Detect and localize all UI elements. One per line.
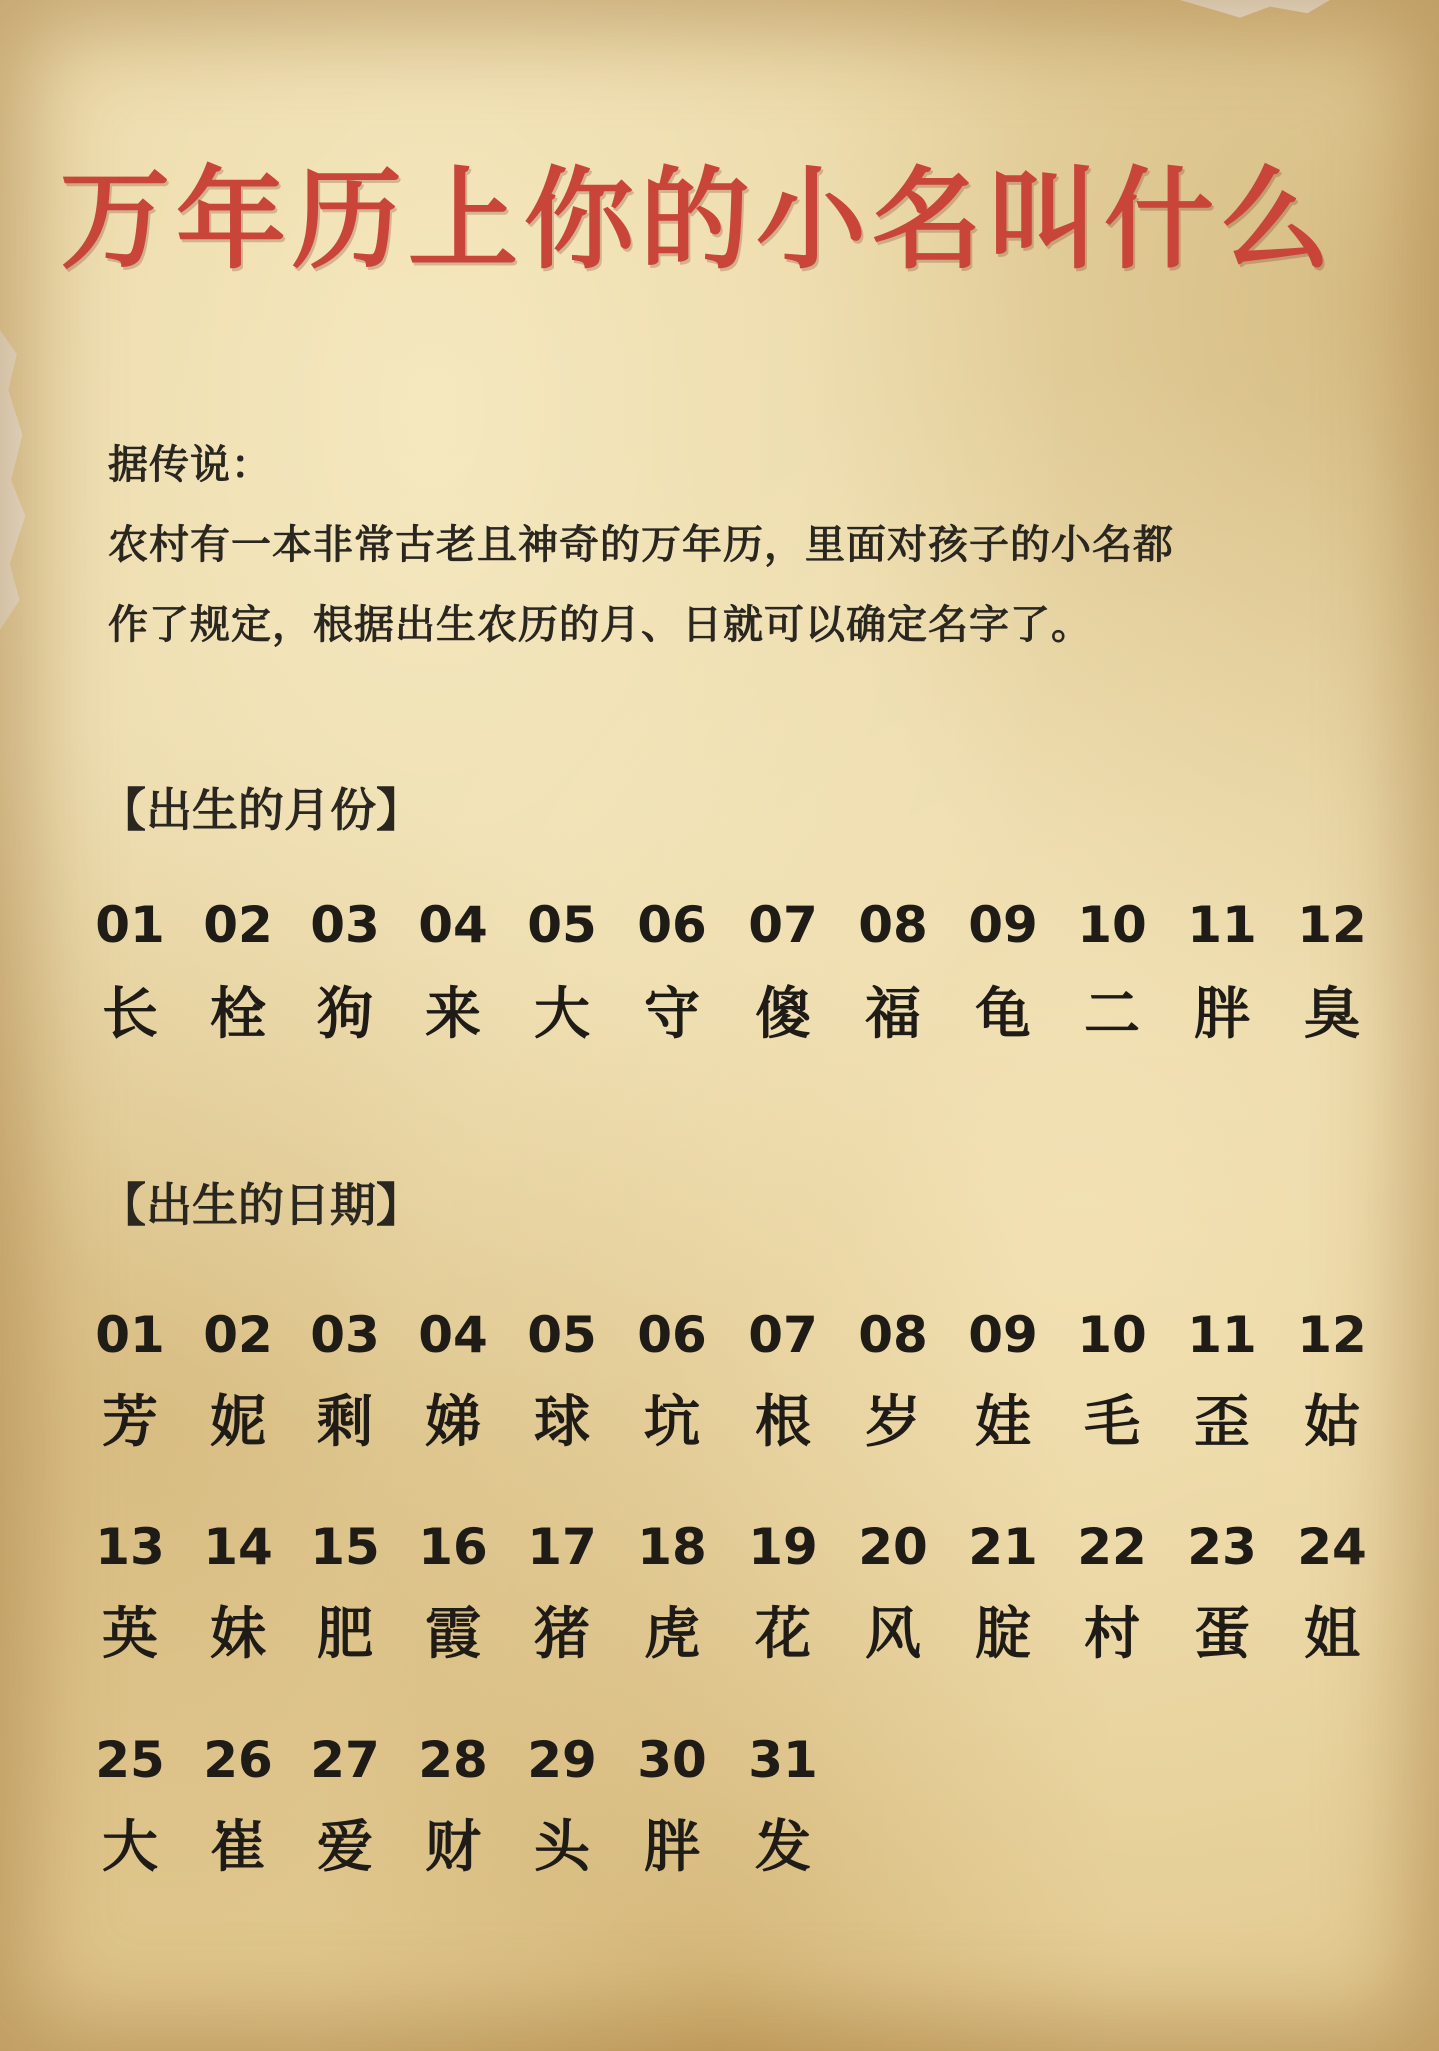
day-name: 娃 — [975, 1390, 1031, 1455]
day-name: 爱 — [317, 1815, 373, 1880]
torn-edge-top — [1180, 0, 1330, 22]
day-name: 霞 — [425, 1602, 481, 1667]
page-title: 万年历上你的小名叫什么 — [60, 156, 1336, 284]
day-name: 姐 — [1304, 1602, 1360, 1667]
month-number: 11 — [1187, 896, 1257, 954]
day-name: 头 — [534, 1815, 590, 1880]
day-number: 28 — [418, 1731, 488, 1789]
day-number: 16 — [418, 1518, 488, 1576]
day-number: 18 — [637, 1518, 707, 1576]
month-name: 二 — [1084, 982, 1140, 1047]
intro-lead: 据传说： — [108, 442, 272, 488]
day-number: 08 — [858, 1306, 928, 1364]
day-number: 25 — [95, 1731, 165, 1789]
day-number: 06 — [637, 1306, 707, 1364]
day-name: 岁 — [865, 1390, 921, 1455]
month-name: 栓 — [210, 982, 266, 1047]
torn-edge-left — [0, 330, 28, 630]
day-name: 坑 — [644, 1390, 700, 1455]
month-name: 龟 — [975, 982, 1031, 1047]
day-name: 大 — [102, 1815, 158, 1880]
month-name: 傻 — [755, 982, 811, 1047]
day-name: 肥 — [317, 1602, 373, 1667]
day-name: 胖 — [644, 1815, 700, 1880]
month-number: 02 — [203, 896, 273, 954]
month-number: 01 — [95, 896, 165, 954]
intro-text — [108, 425, 1368, 665]
day-number: 27 — [310, 1731, 380, 1789]
month-section-label: 【出生的月份】 — [100, 783, 422, 837]
day-number: 10 — [1077, 1306, 1147, 1364]
month-name-row — [0, 980, 1439, 1050]
day-number: 02 — [203, 1306, 273, 1364]
day-name: 村 — [1084, 1602, 1140, 1667]
day-name: 花 — [755, 1602, 811, 1667]
day-name: 剩 — [317, 1390, 373, 1455]
day-number: 26 — [203, 1731, 273, 1789]
month-number: 04 — [418, 896, 488, 954]
day-name: 毛 — [1084, 1390, 1140, 1455]
day-number: 24 — [1297, 1518, 1367, 1576]
day-name: 崔 — [210, 1815, 266, 1880]
day-name: 芳 — [102, 1390, 158, 1455]
intro-line-1: 农村有一本非常古老且神奇的万年历，里面对孩子的小名都 — [108, 522, 1174, 568]
day-name: 猪 — [534, 1602, 590, 1667]
day-number: 07 — [748, 1306, 818, 1364]
day-number: 12 — [1297, 1306, 1367, 1364]
day-number: 03 — [310, 1306, 380, 1364]
day-name: 发 — [755, 1815, 811, 1880]
day-name: 娣 — [425, 1390, 481, 1455]
day-name: 虎 — [644, 1602, 700, 1667]
month-number-row — [0, 890, 1439, 960]
day-name: 根 — [755, 1390, 811, 1455]
day-name-row — [0, 1600, 1439, 1670]
day-number-row — [0, 1512, 1439, 1582]
day-number: 23 — [1187, 1518, 1257, 1576]
day-number: 20 — [858, 1518, 928, 1576]
day-number: 04 — [418, 1306, 488, 1364]
day-name: 球 — [534, 1390, 590, 1455]
day-number-row — [0, 1725, 1439, 1795]
day-number: 14 — [203, 1518, 273, 1576]
day-number: 17 — [527, 1518, 597, 1576]
day-number-row — [0, 1300, 1439, 1370]
intro-line-2: 作了规定，根据出生农历的月、日就可以确定名字了。 — [108, 602, 1092, 648]
day-number: 09 — [968, 1306, 1038, 1364]
day-number: 15 — [310, 1518, 380, 1576]
day-number: 05 — [527, 1306, 597, 1364]
day-name: 姑 — [1304, 1390, 1360, 1455]
month-number: 06 — [637, 896, 707, 954]
day-number: 29 — [527, 1731, 597, 1789]
day-name: 财 — [425, 1815, 481, 1880]
day-name: 妹 — [210, 1602, 266, 1667]
day-number: 22 — [1077, 1518, 1147, 1576]
day-name: 风 — [865, 1602, 921, 1667]
day-number: 13 — [95, 1518, 165, 1576]
month-number: 05 — [527, 896, 597, 954]
day-name: 腚 — [975, 1602, 1031, 1667]
month-name: 狗 — [317, 982, 373, 1047]
month-name: 福 — [865, 982, 921, 1047]
day-number: 11 — [1187, 1306, 1257, 1364]
month-name: 大 — [534, 982, 590, 1047]
month-name: 臭 — [1304, 982, 1360, 1047]
day-number: 21 — [968, 1518, 1038, 1576]
month-name: 来 — [425, 982, 481, 1047]
day-number: 31 — [748, 1731, 818, 1789]
day-name-row — [0, 1813, 1439, 1883]
day-number: 30 — [637, 1731, 707, 1789]
month-number: 03 — [310, 896, 380, 954]
day-name: 英 — [102, 1602, 158, 1667]
month-name: 守 — [644, 982, 700, 1047]
month-name: 胖 — [1194, 982, 1250, 1047]
day-number: 01 — [95, 1306, 165, 1364]
day-name-row — [0, 1388, 1439, 1458]
month-number: 09 — [968, 896, 1038, 954]
day-name: 蛋 — [1194, 1602, 1250, 1667]
month-number: 12 — [1297, 896, 1367, 954]
month-name: 长 — [102, 982, 158, 1047]
day-number: 19 — [748, 1518, 818, 1576]
day-section-label: 【出生的日期】 — [100, 1178, 422, 1232]
day-name: 妮 — [210, 1390, 266, 1455]
day-name: 歪 — [1194, 1390, 1250, 1455]
month-number: 08 — [858, 896, 928, 954]
month-number: 10 — [1077, 896, 1147, 954]
month-number: 07 — [748, 896, 818, 954]
